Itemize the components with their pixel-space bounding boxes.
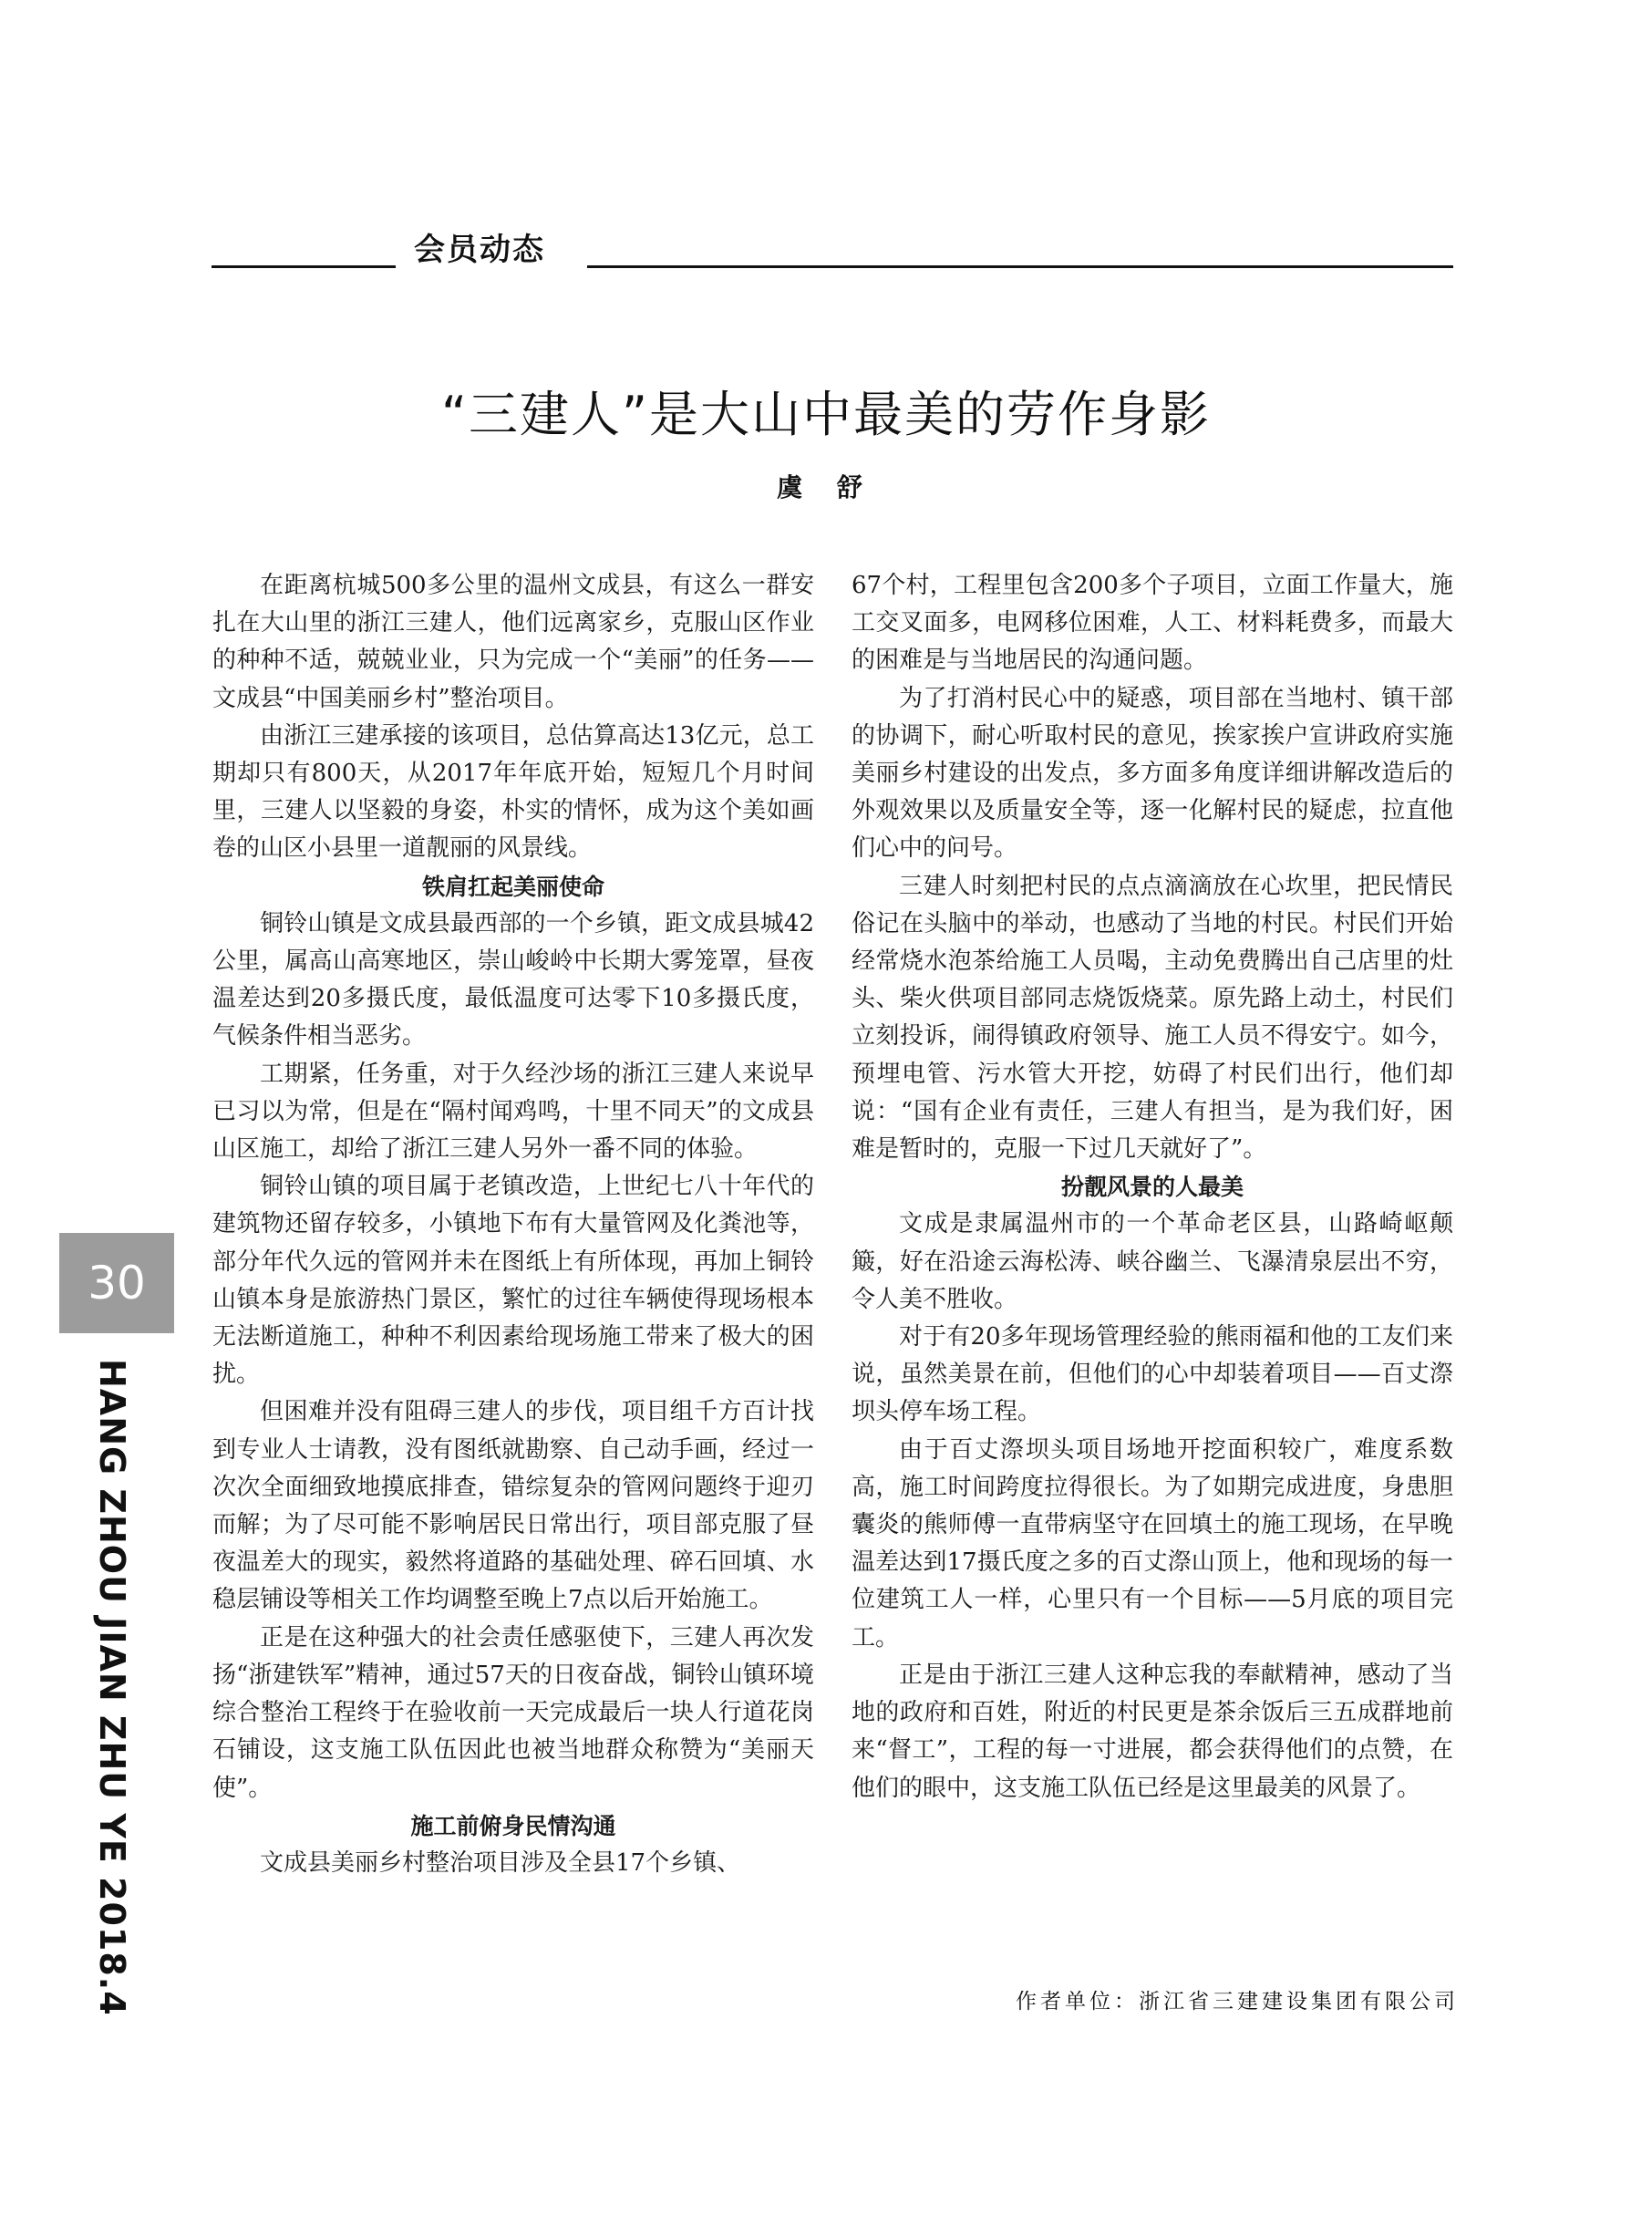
paragraph: 由于百丈漈坝头项目场地开挖面积较广，难度系数高，施工时间跨度拉得很长。为了如期完成进度，身患胆囊炎的熊师傅一直带病坚守在回填土的施工现场，在早晚温差达到17摄氏度之多的百丈漈山顶上，他和现场的每一位建筑工人一样，心里只有一个目标——5月底的项目完工。 [852, 1435, 1453, 1651]
page-number: 30 [59, 1233, 174, 1333]
subheading: 施工前俯身民情沟通 [410, 1812, 616, 1839]
left-column [212, 567, 814, 1882]
subheading: 铁肩扛起美丽使命 [421, 873, 604, 900]
paragraph: 铜铃山镇的项目属于老镇改造，上世纪七八十年代的建筑物还留存较多，小镇地下布有大量管网及化粪池等，部分年代久远的管网并未在图纸上有所体现，再加上铜铃山镇本身是旅游热门景区，繁忙的过往车辆使得现场根本无法断道施工，种种不利因素给现场施工带来了极大的困扰。 [212, 1173, 814, 1389]
author-affiliation: 作者单位：浙江省三建建设集团有限公司 [1016, 1990, 1459, 2014]
paragraph: 在距离杭城500多公里的温州文成县，有这么一群安扎在大山里的浙江三建人，他们远离家乡，克服山区作业的种种不适，兢兢业业，只为完成一个“美丽”的任务——文成县“中国美丽乡村”整治项目。 [212, 572, 814, 712]
paragraph: 为了打消村民心中的疑惑，项目部在当地村、镇干部的协调下，耐心听取村民的意见，挨家挨户宣讲政府实施美丽乡村建设的出发点，多方面多角度详细讲解改造后的外观效果以及质量安全等，逐一化解村民的疑虑，拉直他们心中的问号。 [852, 684, 1453, 863]
paragraph: 文成县美丽乡村整治项目涉及全县17个乡镇、 [260, 1848, 741, 1877]
section-label: 会员动态 [414, 232, 545, 268]
section-rule-right [587, 265, 1453, 268]
paragraph: 工期紧，任务重，对于久经沙场的浙江三建人来说早已习以为常，但是在“隔村闻鸡鸣，十里不同天”的文成县山区施工，却给了浙江三建人另外一番不同的体验。 [212, 1060, 814, 1164]
article-title: “三建人”是大山中最美的劳作身影 [441, 386, 1211, 443]
paragraph: 由浙江三建承接的该项目，总估算高达13亿元，总工期却只有800天，从2017年年底开始，短短几个月时间里，三建人以坚毅的身姿，朴实的情怀，成为这个美如画卷的山区小县里一道靓丽的风景线。 [212, 721, 814, 863]
paragraph: 铜铃山镇是文成县最西部的一个乡镇，距文成县城42公里，属高山高寒地区，崇山峻岭中长期大雾笼罩，昼夜温差达到20多摄氏度，最低温度可达零下10多摄氏度，气候条件相当恶劣。 [212, 909, 814, 1051]
paragraph: 文成是隶属温州市的一个革命老区县，山路崎岖颠簸，好在沿途云海松涛、峡谷幽兰、飞瀑清泉层出不穷，令人美不胜收。 [852, 1210, 1453, 1313]
right-column [852, 567, 1453, 1807]
paragraph: 对于有20多年现场管理经验的熊雨福和他的工友们来说，虽然美景在前，但他们的心中却装着项目——百丈漈坝头停车场工程。 [852, 1323, 1453, 1426]
paragraph: 正是由于浙江三建人这种忘我的奉献精神，感动了当地的政府和百姓，附近的村民更是茶余饭后三五成群地前来“督工”，工程的每一寸进展，都会获得他们的点赞，在他们的眼中，这支施工队伍已经是这里最美的风景了。 [852, 1661, 1453, 1802]
article-author: 虞 舒 [777, 472, 875, 502]
section-rule-left [212, 265, 396, 268]
spine-text: HANG ZHOU JIAN ZHU YE 2018.4 [92, 1359, 132, 2016]
paragraph: 但困难并没有阻碍三建人的步伐，项目组千方百计找到专业人士请教，没有图纸就勘察、自己动手画，经过一次次全面细致地摸底排查，错综复杂的管网问题终于迎刃而解；为了尽可能不影响居民日常出行，项目部克服了昼夜温差大的现实，毅然将道路的基础处理、碎石回填、水稳层铺设等相关工作均调整至晚上7点以后开始施工。 [212, 1398, 814, 1614]
subheading: 扮靓风景的人最美 [1060, 1174, 1244, 1201]
paragraph: 三建人时刻把村民的点点滴滴放在心坎里，把民情民俗记在头脑中的举动，也感动了当地的村民。村民们开始经常烧水泡茶给施工人员喝，主动免费腾出自己店里的灶头、柴火供项目部同志烧饭烧菜。原先路上动土，村民们立刻投诉，闹得镇政府领导、施工人员不得安宁。如今，预埋电管、污水管大开挖，妨碍了村民们出行，他们却说：“国有企业有责任，三建人有担当，是为我们好，困难是暂时的，克服一下过几天就好了”。 [852, 872, 1453, 1164]
paragraph: 正是在这种强大的社会责任感驱使下，三建人再次发扬“浙建铁军”精神，通过57天的日夜奋战，铜铃山镇环境综合整治工程终于在验收前一天完成最后一块人行道花岗石铺设，这支施工队伍因此也被当地群众称赞为“美丽天使”。 [212, 1623, 814, 1802]
section-header [212, 224, 1453, 270]
paragraph-continued: 67个村，工程里包含200多个子项目，立面工作量大，施工交叉面多，电网移位困难，人工、材料耗费多，而最大的困难是与当地居民的沟通问题。 [852, 572, 1453, 675]
